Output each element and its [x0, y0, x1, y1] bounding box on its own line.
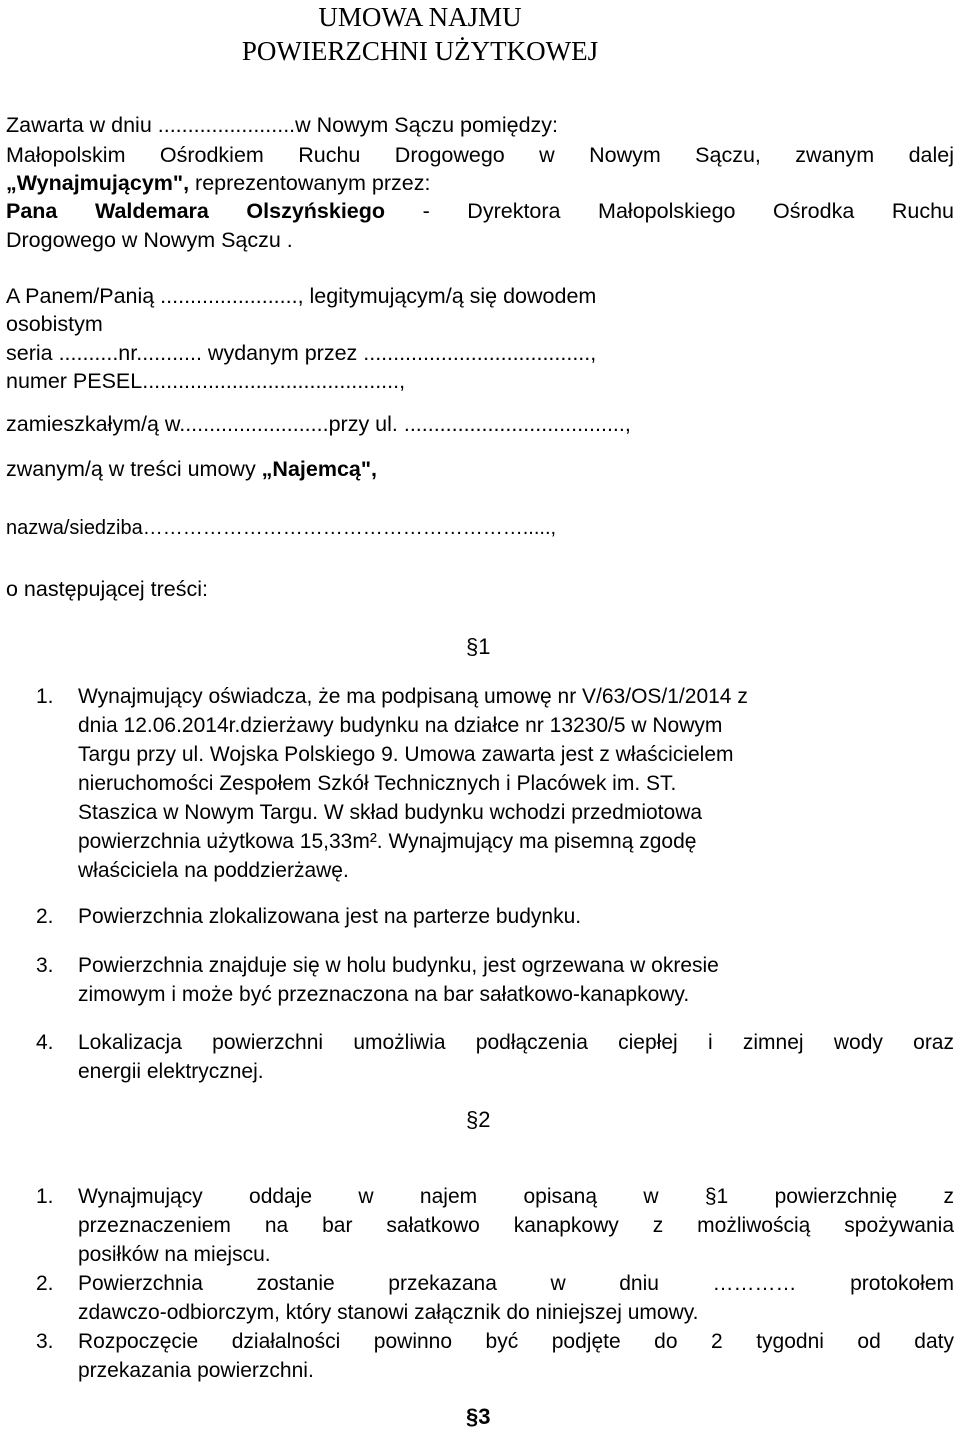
- represented-by-text: reprezentowanym przez:: [189, 171, 431, 195]
- tenant-id-line: osobistym: [6, 312, 103, 336]
- s2-item3-line2: przekazania powierzchni.: [78, 1359, 314, 1382]
- s1-item1-line2: dnia 12.06.2014r.dzierżawy budynku na działce nr 13230/5 w Nowym: [78, 714, 723, 737]
- s1-item1-line1: Wynajmujący oświadcza, że ma podpisaną umowę nr V/63/OS/1/2014 z: [78, 685, 748, 708]
- tenant-alias-prefix: zwanym/ą w treści umowy: [6, 457, 262, 481]
- s1-item3-line2: zimowym i może być przeznaczona na bar sałatkowo-kanapkowy.: [78, 983, 690, 1006]
- tenant-name-line: A Panem/Panią ......................., legitymującym/ą się dowodem: [6, 284, 597, 308]
- intro-lessor-line: Małopolskim Ośrodkiem Ruchu Drogowego w Nowym Sączu, zwanym dalej: [6, 143, 954, 167]
- contents-intro-line: o następującej treści:: [6, 577, 208, 601]
- s2-item1-line3: posiłków na miejscu.: [78, 1243, 271, 1266]
- tenant-company-line: nazwa/siedziba………………………………………………….....,: [6, 517, 557, 539]
- representative-role: - Dyrektora Małopolskiego Ośrodka Ruchu: [385, 199, 955, 223]
- intro-representative-line: [6, 197, 954, 225]
- s1-item1-line3: Targu przy ul. Wojska Polskiego 9. Umowa zawarta jest z właścicielem: [78, 743, 734, 766]
- tenant-series-line: seria ..........nr........... wydanym przez ......................................,: [6, 341, 597, 365]
- s2-item1-line2: przeznaczeniem na bar sałatkowo kanapkowy z możliwością spożywania: [78, 1214, 954, 1237]
- representative-name: Pana Waldemara Olszyńskiego: [6, 199, 386, 223]
- s1-item4-line2: energii elektrycznej.: [78, 1060, 264, 1083]
- s1-item2-line1: Powierzchnia zlokalizowana jest na parterze budynku.: [78, 905, 582, 928]
- s1-item1-number: 1.: [36, 685, 54, 708]
- s1-item2-number: 2.: [36, 905, 54, 928]
- tenant-pesel-line: numer PESEL...........................................,: [6, 369, 406, 393]
- intro-date-line: Zawarta w dniu .......................w Nowym Sączu pomiędzy:: [6, 113, 559, 137]
- lessor-alias: „Wynajmującym",: [6, 171, 190, 195]
- document-title-line2: POWIERZCHNI UŻYTKOWEJ: [241, 36, 599, 66]
- section-1-heading: §1: [466, 634, 491, 659]
- section-2-heading: §2: [466, 1107, 491, 1132]
- s2-item2-line1: Powierzchnia zostanie przekazana w dniu ………… protokołem: [78, 1272, 954, 1295]
- s2-item1-number: 1.: [36, 1185, 54, 1208]
- s1-item4-number: 4.: [36, 1031, 54, 1054]
- s1-item1-line7: właściciela na poddzierżawę.: [78, 859, 349, 882]
- s1-item3-number: 3.: [36, 954, 54, 977]
- tenant-address-line: zamieszkałym/ą w.........................przy ul. .....................................,: [6, 412, 631, 436]
- s1-item4-line1: Lokalizacja powierzchni umożliwia podłączenia ciepłej i zimnej wody oraz: [78, 1031, 954, 1054]
- s2-item3-number: 3.: [36, 1330, 54, 1353]
- section-3-heading: §3: [466, 1404, 491, 1429]
- document-title-line1: UMOWA NAJMU: [318, 2, 522, 32]
- s2-item2-number: 2.: [36, 1272, 54, 1295]
- s2-item2-line2: zdawczo-odbiorczym, który stanowi załącznik do niniejszej umowy.: [78, 1301, 699, 1324]
- intro-lessor-alias-line: [6, 169, 954, 197]
- s1-item3-line1: Powierzchnia znajduje się w holu budynku, jest ogrzewana w okresie: [78, 954, 719, 977]
- tenant-alias-line: [6, 455, 954, 483]
- s2-item1-line1: Wynajmujący oddaje w najem opisaną w §1 powierzchnię z: [78, 1185, 954, 1208]
- s1-item1-line5: Staszica w Nowym Targu. W skład budynku wchodzi przedmiotowa: [78, 801, 703, 824]
- s1-item1-line4: nieruchomości Zespołem Szkół Technicznych i Placówek im. ST.: [78, 772, 677, 795]
- tenant-alias: „Najemcą",: [261, 457, 378, 481]
- s2-item3-line1: Rozpoczęcie działalności powinno być podjęte do 2 tygodni od daty: [78, 1330, 954, 1353]
- intro-location-line: Drogowego w Nowym Sączu .: [6, 228, 293, 252]
- s1-item1-line6: powierzchnia użytkowa 15,33m². Wynajmujący ma pisemną zgodę: [78, 830, 697, 853]
